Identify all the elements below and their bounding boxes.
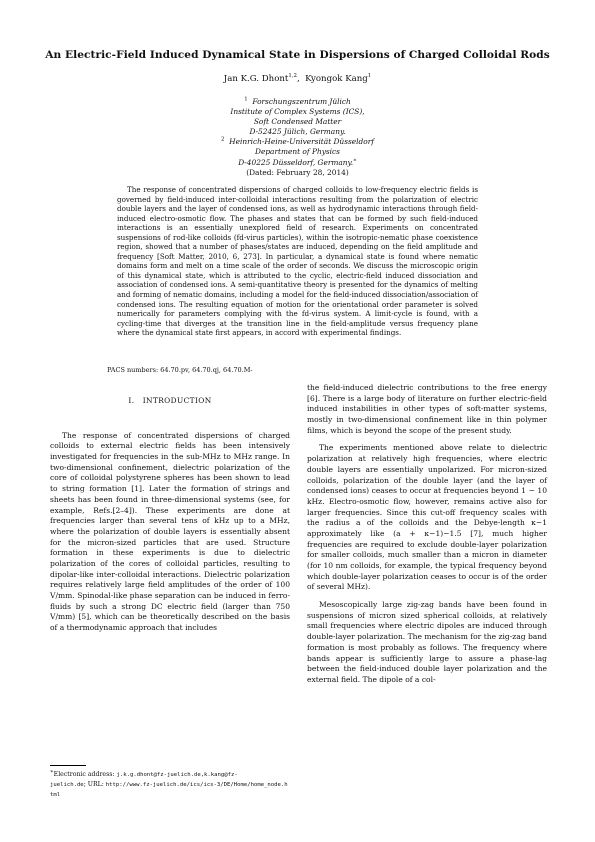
footnote-label: Electronic address: — [53, 771, 117, 778]
author-affiliation-mark: 1,2 — [288, 73, 297, 80]
affiliation-line: $^1$ Forschungszentrum Jülich — [244, 96, 351, 106]
affiliation-line: Institute of Complex Systems (ICS), — [230, 107, 365, 117]
footnote-rule — [50, 765, 86, 766]
affiliation-line: D-40225 Düsseldorf, Germany.∗ — [238, 157, 357, 167]
abstract: The response of concentrated dispersions of charged colloids to low-frequency electric fields is governed by field-induced inter-colloidal interactions resulting from the polarization of electric double layers and the layer of condensed ions, as well as hydrodynamic interactions through field-induced electro-osmotic flow. The phases and states that can be formed by such field-induced interactions is an essentially unexplored field of research. Experiments on concentrated suspensions of rod-like colloids (fd-virus particles), within the isotropic-nematic phase coexistence region, showed that a number of phases/states are induced, depending on the field amplitude and frequency [Soft Matter, 2010, 6, 273]. In particular, a dynamical state is found where nematic domains form and melt on a time scale of the order of seconds. We discuss the microscopic origin of this dynamical state, which is attributed to the cyclic, electric-field induced dissociation and association of condensed ions. A semi-quantitative theory is presented for the dynamics of melting and forming of nematic domains, including a model for the field-induced dissociation/association of condensed ions. The resulting equation of motion for the orientational order parameter is solved numerically for parameters complying with the fd-virus system. A limit-cycle is found, with a cycling-time that diverges at the transition line in the field-amplitude versus frequency plane where the dynamical state first appears, in accord with experimental findings. — [117, 185, 478, 338]
author-name: Kyongok Kang — [305, 74, 368, 84]
affiliation-line: Soft Condensed Matter — [253, 117, 342, 127]
section-heading: I. INTRODUCTION — [128, 396, 212, 405]
email-link[interactable]: j.k.g.dhont@fz-juelich.de,k.kang@fz-juelich.de — [50, 772, 238, 788]
dated-line: (Dated: February 28, 2014) — [246, 167, 349, 177]
affiliation-line: D-52425 Jülich, Germany. — [249, 127, 346, 137]
affiliations — [0, 97, 595, 178]
author-affiliation-mark: 1 — [367, 73, 372, 80]
body-paragraph: the field-induced dielectric contributions to the free energy [6]. There is a large body of literature on further electric-field induced instabilities in other types of soft-matter systems, mostly in two-dimensional confinement like in thin polymer films, which is beyond the scope of the present study. — [307, 383, 547, 435]
affiliation-mark: 2 — [221, 136, 225, 143]
footnote-url-label: ; URL: — [83, 781, 106, 788]
footnote-mark: ∗ — [353, 157, 357, 164]
footnote-mark: ∗ — [50, 768, 54, 775]
affiliation-mark: 1 — [244, 96, 248, 103]
paper-title: An Electric-Field Induced Dynamical State in Dispersions of Charged Colloidal Rods — [45, 49, 550, 61]
affiliation-line: $^2$ Heinrich-Heine-Universität Düsseldorf — [221, 136, 374, 147]
body-paragraph: The experiments mentioned above relate to dielectric polarization at relatively high frequencies, where electric double layers are essentially unpolarized. For micron-sized colloids, polarization of the double layer (and the layer of condensed ions) ceases to occur at frequencies beyond 1 − 10 kHz. Electro-osmotic flow, however, remains active also for larger frequencies. Since this cut-off frequency scales with the radius a of the colloids and the Debye-length κ−1 approximately like (a + κ−1)−1.5 [7], much higher frequencies are required to exclude double-layer polarization for smaller colloids, much smaller than a micron in diameter (for 10 nm colloids, for example, the typical frequency beyond which double-layer polarization ceases to occur is of the order of several MHz). — [307, 443, 547, 592]
body-paragraph: Mesoscopically large zig-zag bands have been found in suspensions of micron sized spherical colloids, at relatively small frequencies where electric dipoles are induced through double-layer polarization. The mechanism for the zig-zag band formation is most probably as follows. The frequency where bands appear is sufficiently large to assure a phase-lag between the field-induced double layer polarization and the external field. The dipole of a col- — [307, 600, 547, 684]
footnote — [50, 770, 290, 800]
pacs-numbers: PACS numbers: 64.70.pv, 64.70.qj, 64.70.M- — [107, 366, 253, 374]
right-column — [307, 383, 547, 686]
author-line — [0, 74, 595, 84]
affiliation-line: Department of Physics — [255, 147, 340, 157]
author-name: Jan K.G. Dhont — [223, 74, 289, 84]
author-separator: , — [296, 74, 306, 84]
body-paragraph: The response of concentrated dispersions of charged colloids to external electric fields has been intensively investigated for frequencies in the sub-MHz to MHz range. In two-dimensional confinement, dielectric polarization of the core of colloidal polystyrene spheres has been shown to lead to string formation [1]. Later the formation of strings and sheets has been found in three-dimensional systems (see, for example, Refs.[2–4]). These experiments are done at frequencies larger than several tens of kHz up to a MHz, where the polarization of double layers is essentially absent for the micron-sized particles that are used. Structure formation in these experiments is due to dielectric polarization of the cores of colloidal particles, resulting to dipolar-like inter-colloidal interactions. Dielectric polarization requires relatively large field amplitudes of the order of 100 V/mm. Spinodal-like phase separation can be induced in ferro-fluids by such a strong DC electric field (larger than 750 V/mm) [5], which can be theoretically described on the basis of a thermodynamic approach that includes — [50, 430, 290, 633]
left-column — [50, 396, 290, 634]
url-link[interactable]: http://www.fz-juelich.de/ics/ics-3/DE/Home/home_node.html — [50, 782, 288, 798]
